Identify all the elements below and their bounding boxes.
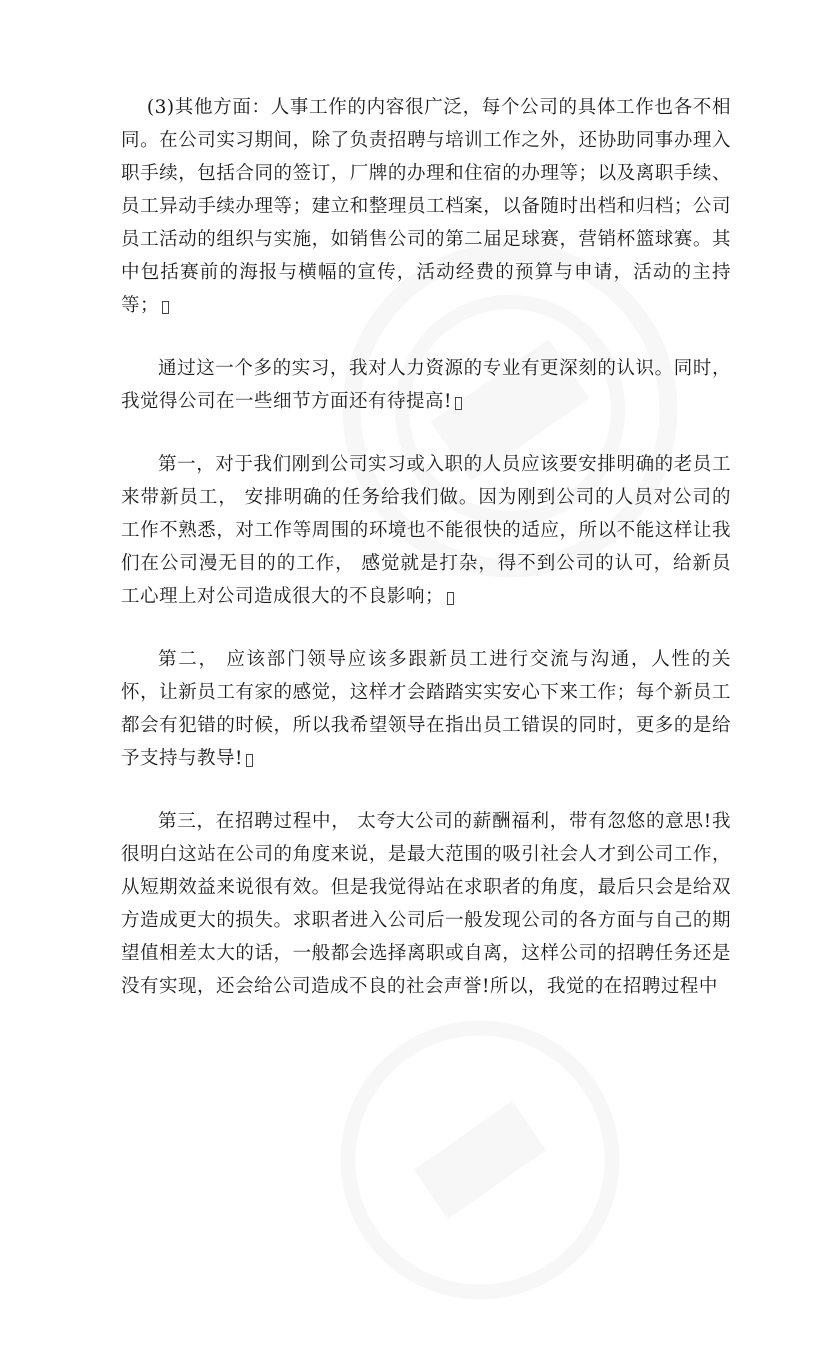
paragraph-mark-icon — [162, 301, 169, 314]
paragraph-mark-icon — [455, 397, 462, 410]
paragraph-mark-icon — [246, 754, 253, 767]
paragraph-other-aspects: (3)其他方面：人事工作的内容很广泛，每个公司的具体工作也各不相同。在公司实习期间，除了负责招聘与培训工作之外，还协助同事办理入职手续，包括合同的签订，厂牌的办理和住宿的办理等；以及离职手续、员工异动手续办理等；建立和整理员工档案，以备随时出档和归档；公司员工活动的组织与实施，如销售公司的第二届足球赛，营销杯篮球赛。其中包括赛前的海报与横幅的宣传，活动经费的预算与申请，活动的主持等； — [121, 97, 731, 316]
paragraph-second-point: 第二， 应该部门领导应该多跟新员工进行交流与沟通，人性的关怀，让新员工有家的感觉，这样才会踏踏实实安心下来工作；每个新员工都会有犯错的时候，所以我希望领导在指出员工错误的同时，更多的是给予支持与教导! — [121, 649, 731, 769]
document-body — [121, 91, 731, 1033]
paragraph-third-point: 第三，在招聘过程中， 太夸大公司的薪酬福利，带有忽悠的意思!我很明白这站在公司的角度来说，是最大范围的吸引社会人才到公司工作，从短期效益来说很有效。但是我觉得站在求职者的角度，最后只会是给双方造成更大的损失。求职者进入公司后一般发现公司的各方面与自己的期望值相差太大的话，一般都会选择离职或自离，这样公司的招聘任务还是没有实现，还会给公司造成不良的社会声誉!所以，我觉的在招聘过程中 — [121, 811, 731, 997]
paragraph-internship-reflection: 通过这一个多的实习，我对人力资源的专业有更深刻的认识。同时，我觉得公司在一些细节方面还有待提高! — [121, 358, 731, 412]
paragraph-first-point: 第一，对于我们刚到公司实习或入职的人员应该要安排明确的老员工来带新员工， 安排明确的任务给我们做。因为刚到公司的人员对公司的工作不熟悉，对工作等周围的环境也不能很快的适应，所以不能这样让我们在公司漫无目的的工作， 感觉就是打杂，得不到公司的认可，给新员工心理上对公司造成很大的不良影响； — [121, 454, 731, 607]
paragraph-mark-icon — [447, 592, 454, 605]
